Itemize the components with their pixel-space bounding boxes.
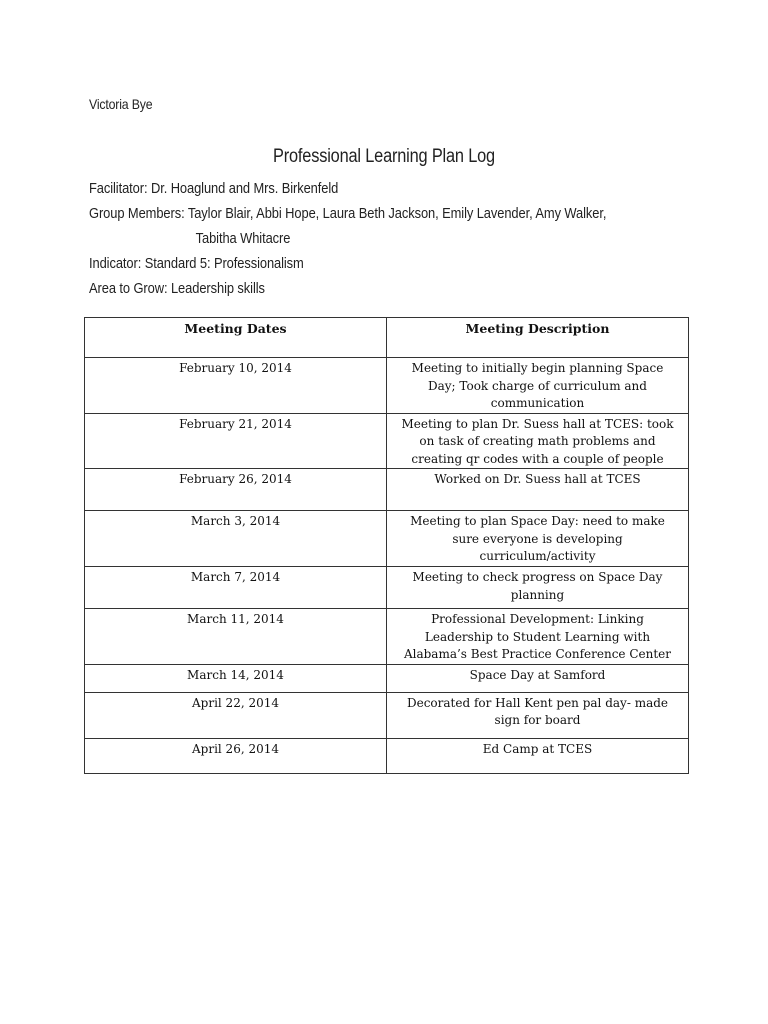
meeting-date-cell: February 21, 2014 (85, 413, 387, 469)
table-row (85, 511, 689, 567)
table-row (85, 692, 689, 738)
meeting-date-cell: March 7, 2014 (85, 567, 387, 609)
indicator-line: Indicator: Standard 5: Professionalism (89, 255, 304, 272)
meeting-date-cell: April 26, 2014 (85, 738, 387, 773)
meeting-description-cell: Worked on Dr. Suess hall at TCES (387, 469, 689, 511)
table-row (85, 664, 689, 692)
meeting-description-cell: Professional Development: Linking Leadership to Student Learning with Alabama’s Best Practice Conference Center (387, 609, 689, 665)
group-members-line: Group Members: Taylor Blair, Abbi Hope, Laura Beth Jackson, Emily Lavender, Amy Walker, (89, 205, 607, 222)
meeting-description-cell: Ed Camp at TCES (387, 738, 689, 773)
meeting-log-table (84, 317, 689, 774)
meeting-description-cell: Decorated for Hall Kent pen pal day- made sign for board (387, 692, 689, 738)
meeting-date-cell: March 3, 2014 (85, 511, 387, 567)
meeting-description-cell: Space Day at Samford (387, 664, 689, 692)
table-row (85, 738, 689, 773)
area-to-grow-line: Area to Grow: Leadership skills (89, 280, 265, 297)
author-name: Victoria Bye (89, 96, 153, 112)
table-row (85, 469, 689, 511)
document-title: Professional Learning Plan Log (273, 146, 495, 167)
meeting-date-cell: February 26, 2014 (85, 469, 387, 511)
meeting-description-cell: Meeting to check progress on Space Day planning (387, 567, 689, 609)
table-row (85, 567, 689, 609)
header-meeting-description: Meeting Description (387, 318, 689, 358)
meeting-date-cell: February 10, 2014 (85, 358, 387, 414)
table-row (85, 609, 689, 665)
table-header-row (85, 318, 689, 358)
meeting-date-cell: March 11, 2014 (85, 609, 387, 665)
plan-details (89, 176, 639, 301)
meeting-description-cell: Meeting to initially begin planning Space Day; Took charge of curriculum and communication (387, 358, 689, 414)
meeting-date-cell: March 14, 2014 (85, 664, 387, 692)
group-members-continuation: Tabitha Whitacre (195, 230, 291, 247)
meeting-date-cell: April 22, 2014 (85, 692, 387, 738)
facilitator-line: Facilitator: Dr. Hoaglund and Mrs. Birkenfeld (89, 180, 339, 197)
table-row (85, 358, 689, 414)
meeting-description-cell: Meeting to plan Dr. Suess hall at TCES: took on task of creating math problems and creating qr codes with a couple of people (387, 413, 689, 469)
meeting-description-cell: Meeting to plan Space Day: need to make sure everyone is developing curriculum/activity (387, 511, 689, 567)
table-row (85, 413, 689, 469)
header-meeting-dates: Meeting Dates (85, 318, 387, 358)
